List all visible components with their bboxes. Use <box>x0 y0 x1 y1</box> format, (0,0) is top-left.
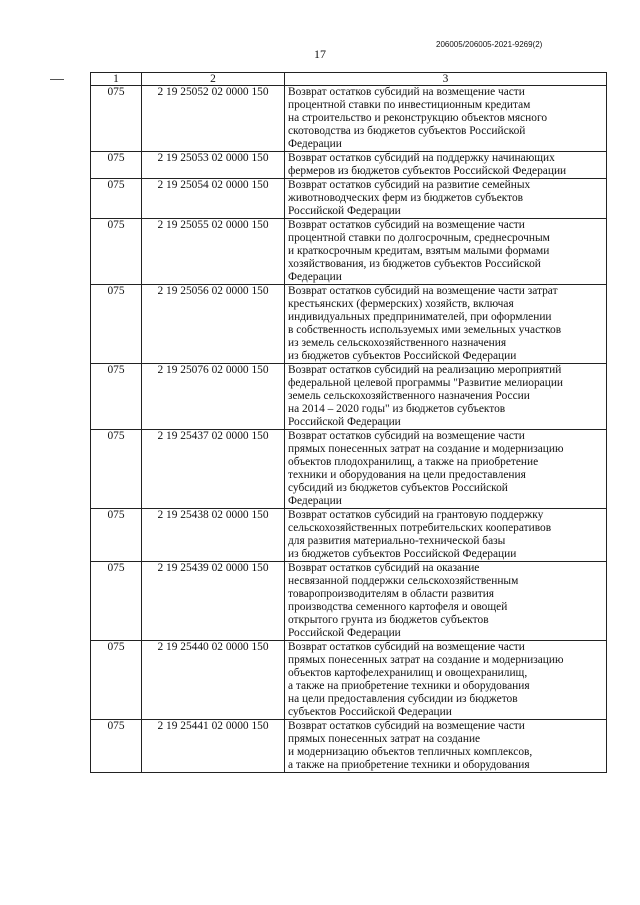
admin-code-text: 075 <box>107 285 125 297</box>
document-id: 206005/206005-2021-9269(2) <box>436 40 543 49</box>
description-text: Возврат остатков субсидий на поддержку начинающих фермеров из бюджетов субъектов Российской Федерации <box>288 152 567 177</box>
admin-code-text: 075 <box>107 219 125 231</box>
margin-mark <box>50 79 64 80</box>
description-cell <box>285 509 607 562</box>
table-row <box>91 364 607 430</box>
description-cell <box>285 285 607 364</box>
table-row <box>91 179 607 219</box>
description-text: Возврат остатков субсидий на возмещение части процентной ставки по инвестиционным кредитам на строительство и реконструкцию объектов мясного скотоводства из бюджетов субъектов Российской Федерации <box>288 86 548 150</box>
budget-code-cell <box>142 86 285 152</box>
budget-code-text: 2 19 25076 02 0000 150 <box>157 364 269 376</box>
budget-code-text: 2 19 25056 02 0000 150 <box>157 285 269 297</box>
admin-code-cell <box>91 641 142 720</box>
admin-code-cell <box>91 179 142 219</box>
admin-code-text: 075 <box>107 86 125 98</box>
table-row <box>91 430 607 509</box>
description-cell <box>285 179 607 219</box>
admin-code-text: 075 <box>107 562 125 574</box>
admin-code-text: 075 <box>107 364 125 376</box>
admin-code-text: 075 <box>107 509 125 521</box>
budget-code-cell <box>142 720 285 773</box>
table-row <box>91 641 607 720</box>
budget-code-cell <box>142 152 285 179</box>
description-text: Возврат остатков субсидий на возмещение части прямых понесенных затрат на создание и модернизацию объектов плодохранилищ, а также на приобретение техники и оборудования на цели предоставления субсидий из бюджетов субъектов Российской Федерации <box>288 430 564 507</box>
admin-code-cell <box>91 509 142 562</box>
budget-code-text: 2 19 25055 02 0000 150 <box>157 219 269 231</box>
budget-code-text: 2 19 25440 02 0000 150 <box>157 641 269 653</box>
admin-code-cell <box>91 219 142 285</box>
description-text: Возврат остатков субсидий на реализацию мероприятий федеральной целевой программы "Развитие мелиорации земель сельскохозяйственного назначения России на 2014 – 2020 годы" из бюджетов субъектов Российской Федерации <box>288 364 564 428</box>
description-text: Возврат остатков субсидий на возмещение части прямых понесенных затрат на создание и модернизацию объектов тепличных комплексов, а также на приобретение техники и оборудования <box>288 720 533 771</box>
budget-code-cell <box>142 509 285 562</box>
table-row <box>91 86 607 152</box>
table-row <box>91 152 607 179</box>
table-row <box>91 285 607 364</box>
description-text: Возврат остатков субсидий на возмещение части затрат крестьянских (фермерских) хозяйств, включая индивидуальных предпринимателей, при оформлении в собственность используемых ими земельных участков из земель сельскохозяйственного назначения из бюджетов субъектов Российской Федерации <box>288 285 562 362</box>
description-text: Возврат остатков субсидий на оказание несвязанной поддержки сельскохозяйственным товаропроизводителям в области развития производства семенного картофеля и овощей открытого грунта из бюджетов субъектов Российской Федерации <box>288 562 519 639</box>
page-number: 17 <box>314 47 326 61</box>
table-body <box>91 86 607 773</box>
budget-code-text: 2 19 25438 02 0000 150 <box>157 509 269 521</box>
description-text: Возврат остатков субсидий на возмещение части прямых понесенных затрат на создание и модернизацию объектов картофелехранилищ и овощехранилищ, а также на приобретение техники и оборудования на цели предоставления субсидии из бюджетов субъектов Российской Федерации <box>288 641 564 718</box>
budget-code-text: 2 19 25437 02 0000 150 <box>157 430 269 442</box>
budget-code-cell <box>142 219 285 285</box>
admin-code-cell <box>91 720 142 773</box>
description-cell <box>285 152 607 179</box>
admin-code-text: 075 <box>107 152 125 164</box>
table-row <box>91 562 607 641</box>
admin-code-cell <box>91 364 142 430</box>
admin-code-cell <box>91 430 142 509</box>
description-text: Возврат остатков субсидий на возмещение части процентной ставки по долгосрочным, среднесрочным и краткосрочным кредитам, взятым малыми формами хозяйствования, из бюджетов субъектов Российской Федерации <box>288 219 550 283</box>
admin-code-cell <box>91 152 142 179</box>
column-header: 2 <box>142 73 285 86</box>
description-text: Возврат остатков субсидий на грантовую поддержку сельскохозяйственных потребительских кооперативов для развития материально-технической базы из бюджетов субъектов Российской Федерации <box>288 509 552 560</box>
admin-code-text: 075 <box>107 179 125 191</box>
budget-code-text: 2 19 25441 02 0000 150 <box>157 720 269 732</box>
admin-code-text: 075 <box>107 720 125 732</box>
description-cell <box>285 720 607 773</box>
description-cell <box>285 562 607 641</box>
description-cell <box>285 641 607 720</box>
budget-code-cell <box>142 641 285 720</box>
description-cell <box>285 430 607 509</box>
table-header-row <box>91 73 607 86</box>
description-cell <box>285 219 607 285</box>
budget-code-cell <box>142 364 285 430</box>
budget-code-cell <box>142 179 285 219</box>
column-header: 1 <box>91 73 142 86</box>
description-cell <box>285 364 607 430</box>
budget-code-text: 2 19 25053 02 0000 150 <box>157 152 269 164</box>
admin-code-cell <box>91 285 142 364</box>
admin-code-text: 075 <box>107 430 125 442</box>
admin-code-cell <box>91 562 142 641</box>
budget-code-text: 2 19 25439 02 0000 150 <box>157 562 269 574</box>
budget-code-text: 2 19 25054 02 0000 150 <box>157 179 269 191</box>
column-header: 3 <box>285 73 607 86</box>
budget-codes-table <box>90 72 607 773</box>
table-row <box>91 720 607 773</box>
table-row <box>91 219 607 285</box>
budget-code-cell <box>142 430 285 509</box>
admin-code-text: 075 <box>107 641 125 653</box>
budget-code-text: 2 19 25052 02 0000 150 <box>157 86 269 98</box>
budget-code-cell <box>142 562 285 641</box>
admin-code-cell <box>91 86 142 152</box>
budget-code-cell <box>142 285 285 364</box>
description-cell <box>285 86 607 152</box>
description-text: Возврат остатков субсидий на развитие семейных животноводческих ферм из бюджетов субъектов Российской Федерации <box>288 179 531 217</box>
table-row <box>91 509 607 562</box>
